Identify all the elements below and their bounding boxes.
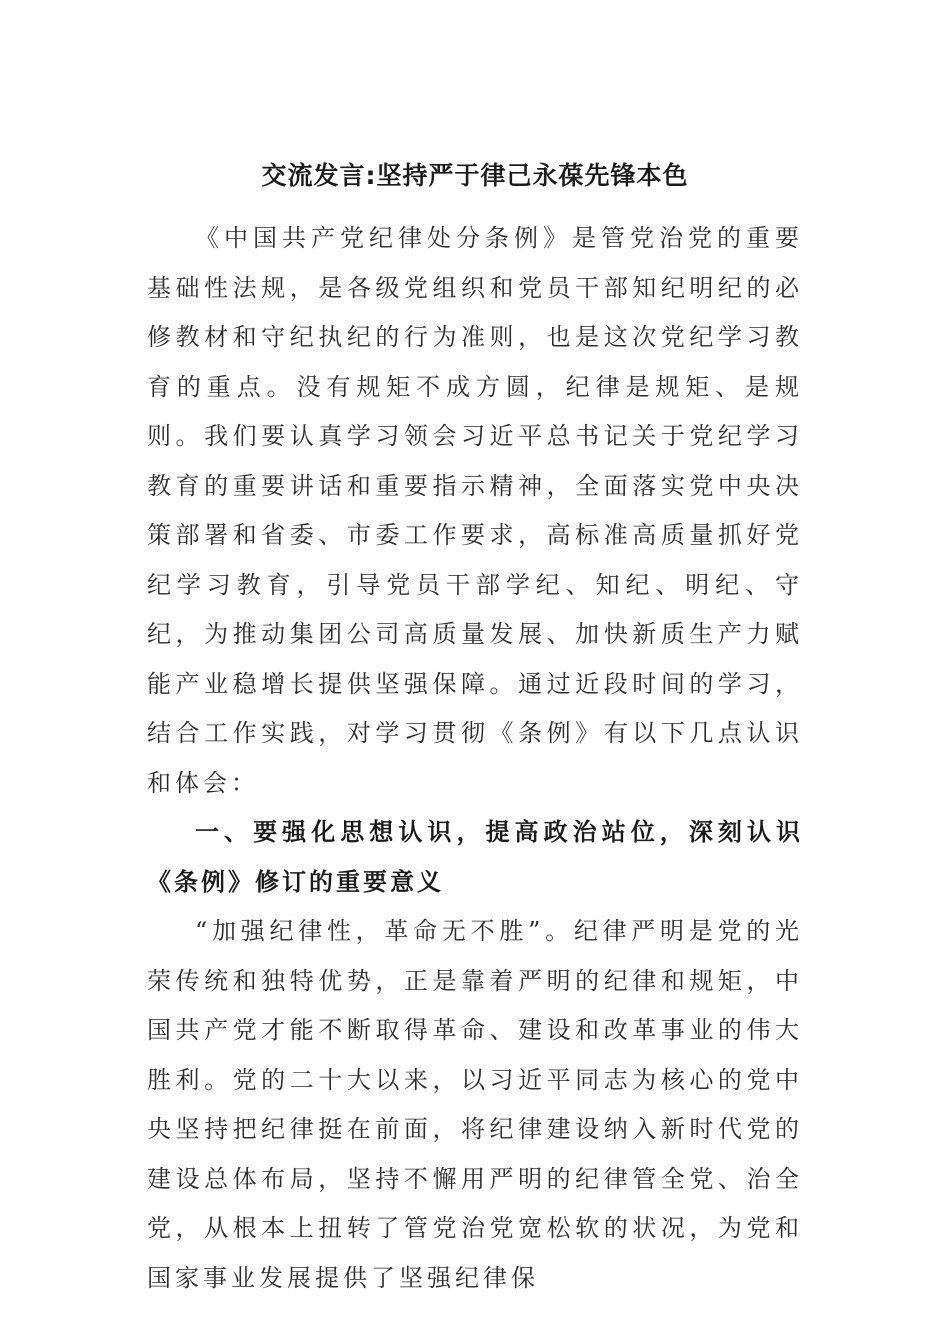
body-paragraph: 《中国共产党纪律处分条例》是管党治党的重要基础性法规，是各级党组织和党员干部知纪明纪的必修教材和守纪执纪的行为准则，也是这次党纪学习教育的重点。没有规矩不成方圆，纪律是规矩、是规则。我们要认真学习领会习近平总书记关于党纪学习教育的重要讲话和重要指示精神，全面落实党中央决策部署和省委、市委工作要求，高标准高质量抓好党纪学习教育，引导党员干部学纪、知纪、明纪、守纪，为推动集团公司高质量发展、加快新质生产力赋能产业稳增长提供坚强保障。通过近段时间的学习，结合工作实践，对学习贯彻《条例》有以下几点认识和体会：: [147, 224, 803, 797]
section-heading: 一、要强化思想认识，提高政治站位，深刻认识《条例》修订的重要意义: [147, 818, 803, 896]
document-title: 交流发言:坚持严于律己永葆先锋本色: [261, 161, 689, 190]
body-paragraph: “加强纪律性，革命无不胜”。纪律严明是党的光荣传统和独特优势，正是靠着严明的纪律和规矩，中国共产党才能不断取得革命、建设和改革事业的伟大胜利。党的二十大以来，以习近平同志为核心的党中央坚持把纪律挺在前面，将纪律建设纳入新时代党的建设总体布局，坚持不懈用严明的纪律管全党、治全党，从根本上扭转了管党治党宽松软的状况，为党和国家事业发展提供了坚强纪律保: [147, 917, 803, 1292]
document-body: [147, 214, 803, 1303]
